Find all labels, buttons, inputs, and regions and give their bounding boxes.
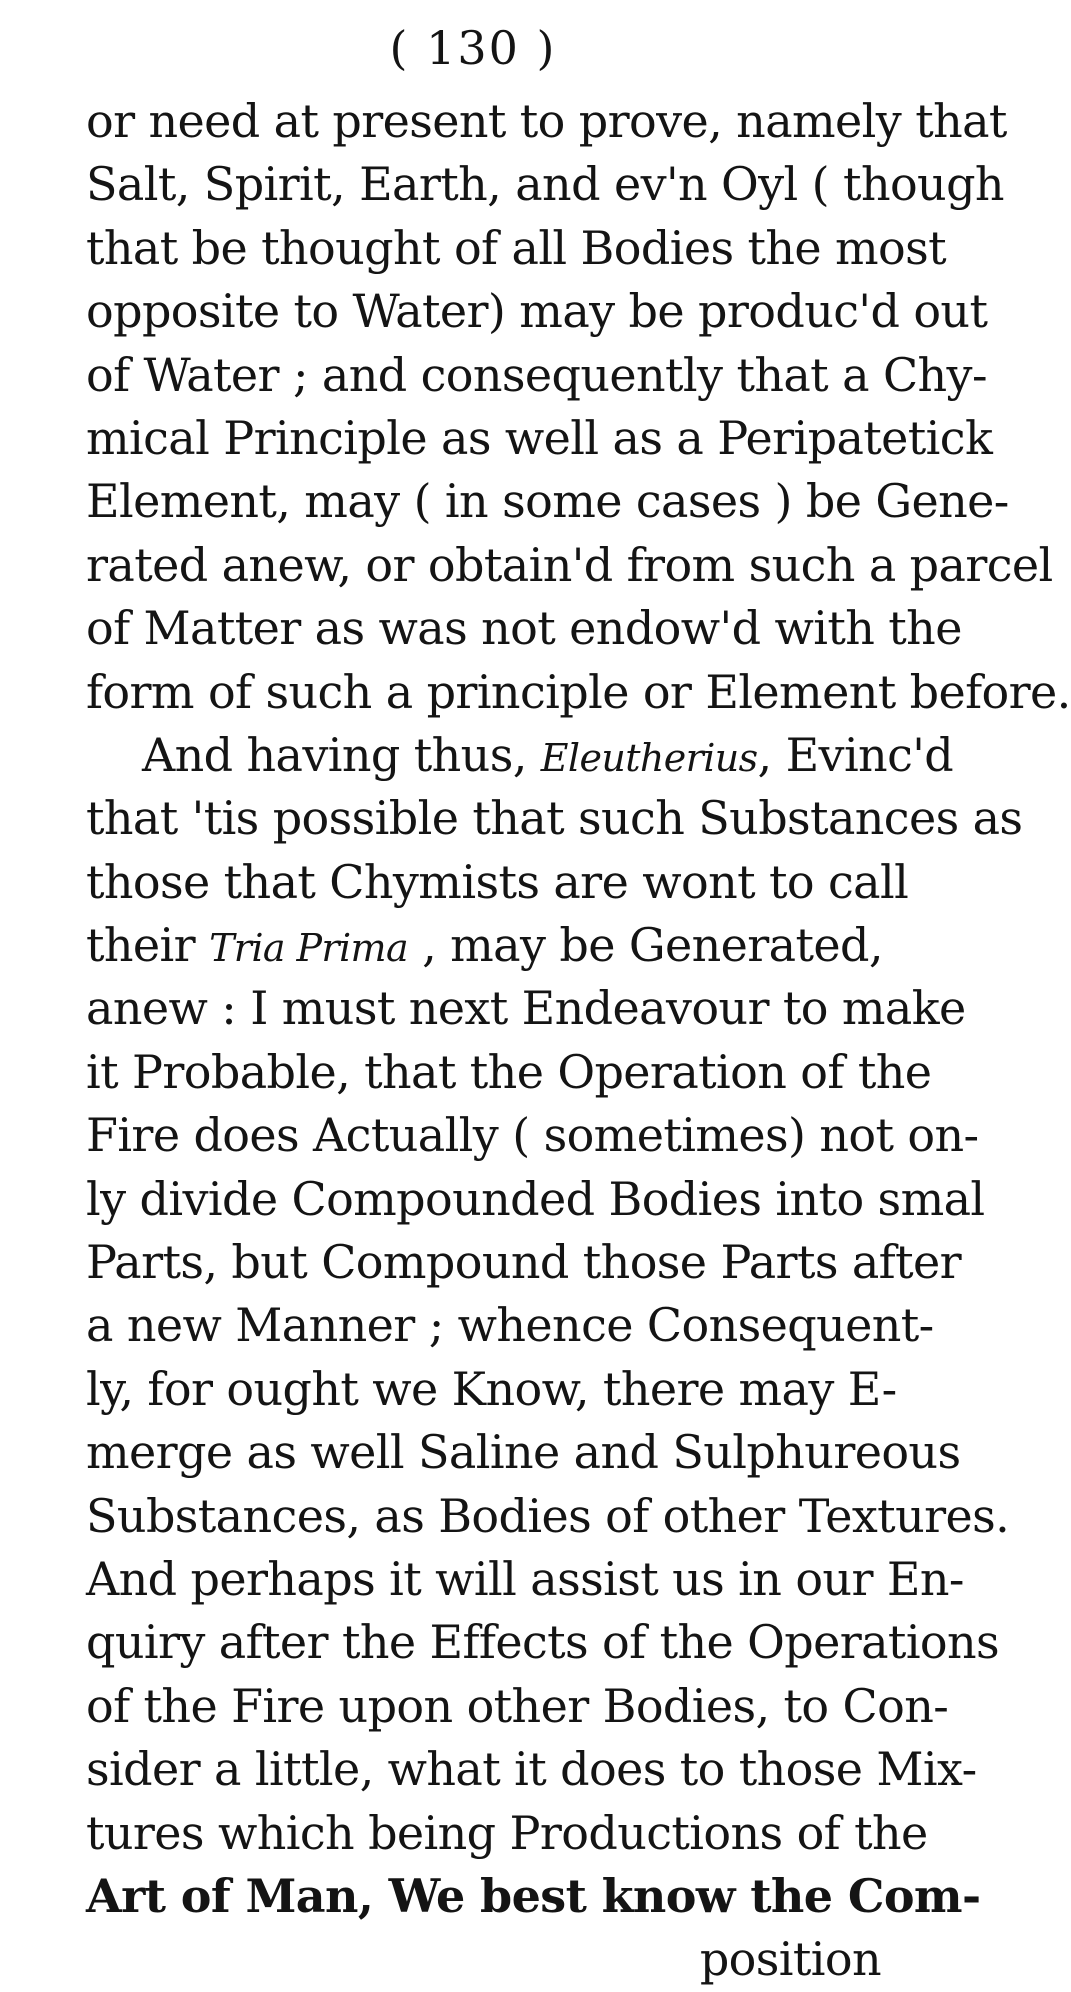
text-line: that 'tis possible that such Substances as xyxy=(86,791,1023,846)
text-line: ly divide Compounded Bodies into smal xyxy=(86,1171,985,1226)
text-line: tures which being Productions of the xyxy=(86,1805,928,1860)
text-line: form of such a principle or Element before. xyxy=(86,664,1071,719)
text-line: Fire does Actually ( sometimes) not on- xyxy=(86,1108,979,1163)
text-line-paragraph-start xyxy=(86,724,954,787)
catchword: position xyxy=(699,1932,881,1987)
text-run: , Evinc'd xyxy=(757,727,954,782)
italic-name: Eleutherius xyxy=(540,735,758,780)
text-line: it Probable, that the Operation of the xyxy=(86,1044,932,1099)
text-line: anew : I must next Endeavour to make xyxy=(86,981,966,1036)
text-line: of the Fire upon other Bodies, to Con- xyxy=(86,1678,949,1733)
text-line: Substances, as Bodies of other Textures. xyxy=(86,1488,1010,1543)
text-run: their xyxy=(86,918,210,973)
body-text xyxy=(86,90,1071,1992)
text-line: rated anew, or obtain'd from such a parcel xyxy=(86,537,1053,592)
text-line: ly, for ought we Know, there may E- xyxy=(86,1361,897,1416)
text-line: Parts, but Compound those Parts after xyxy=(86,1235,962,1290)
page-number: ( 130 ) xyxy=(389,21,557,75)
text-line: Art of Man, We best know the Com- xyxy=(86,1868,981,1923)
text-line: quiry after the Effects of the Operations xyxy=(86,1615,1000,1670)
text-line: mical Principle as well as a Peripatetick xyxy=(86,410,993,465)
text-line: And perhaps it will assist us in our En- xyxy=(86,1551,964,1606)
text-line: Salt, Spirit, Earth, and ev'n Oyl ( though xyxy=(86,157,1004,212)
text-line: Element, may ( in some cases ) be Gene- xyxy=(86,474,1009,529)
text-line: or need at present to prove, namely that xyxy=(86,94,1007,148)
text-run: , may be Generated, xyxy=(408,918,883,973)
text-line: sider a little, what it does to those Mix- xyxy=(86,1742,977,1797)
text-line: of Water ; and consequently that a Chy- xyxy=(86,347,987,402)
text-line: merge as well Saline and Sulphureous xyxy=(86,1425,961,1480)
text-line: opposite to Water) may be produc'd out xyxy=(86,284,988,339)
text-run: And having thus, xyxy=(142,727,541,782)
text-line: a new Manner ; whence Consequent- xyxy=(86,1298,934,1353)
text-line xyxy=(86,914,881,977)
text-line: those that Chymists are wont to call xyxy=(86,854,909,909)
italic-term: Tria Prima xyxy=(209,926,409,971)
text-line: of Matter as was not endow'd with the xyxy=(86,601,962,656)
text-line: that be thought of all Bodies the most xyxy=(86,220,947,275)
